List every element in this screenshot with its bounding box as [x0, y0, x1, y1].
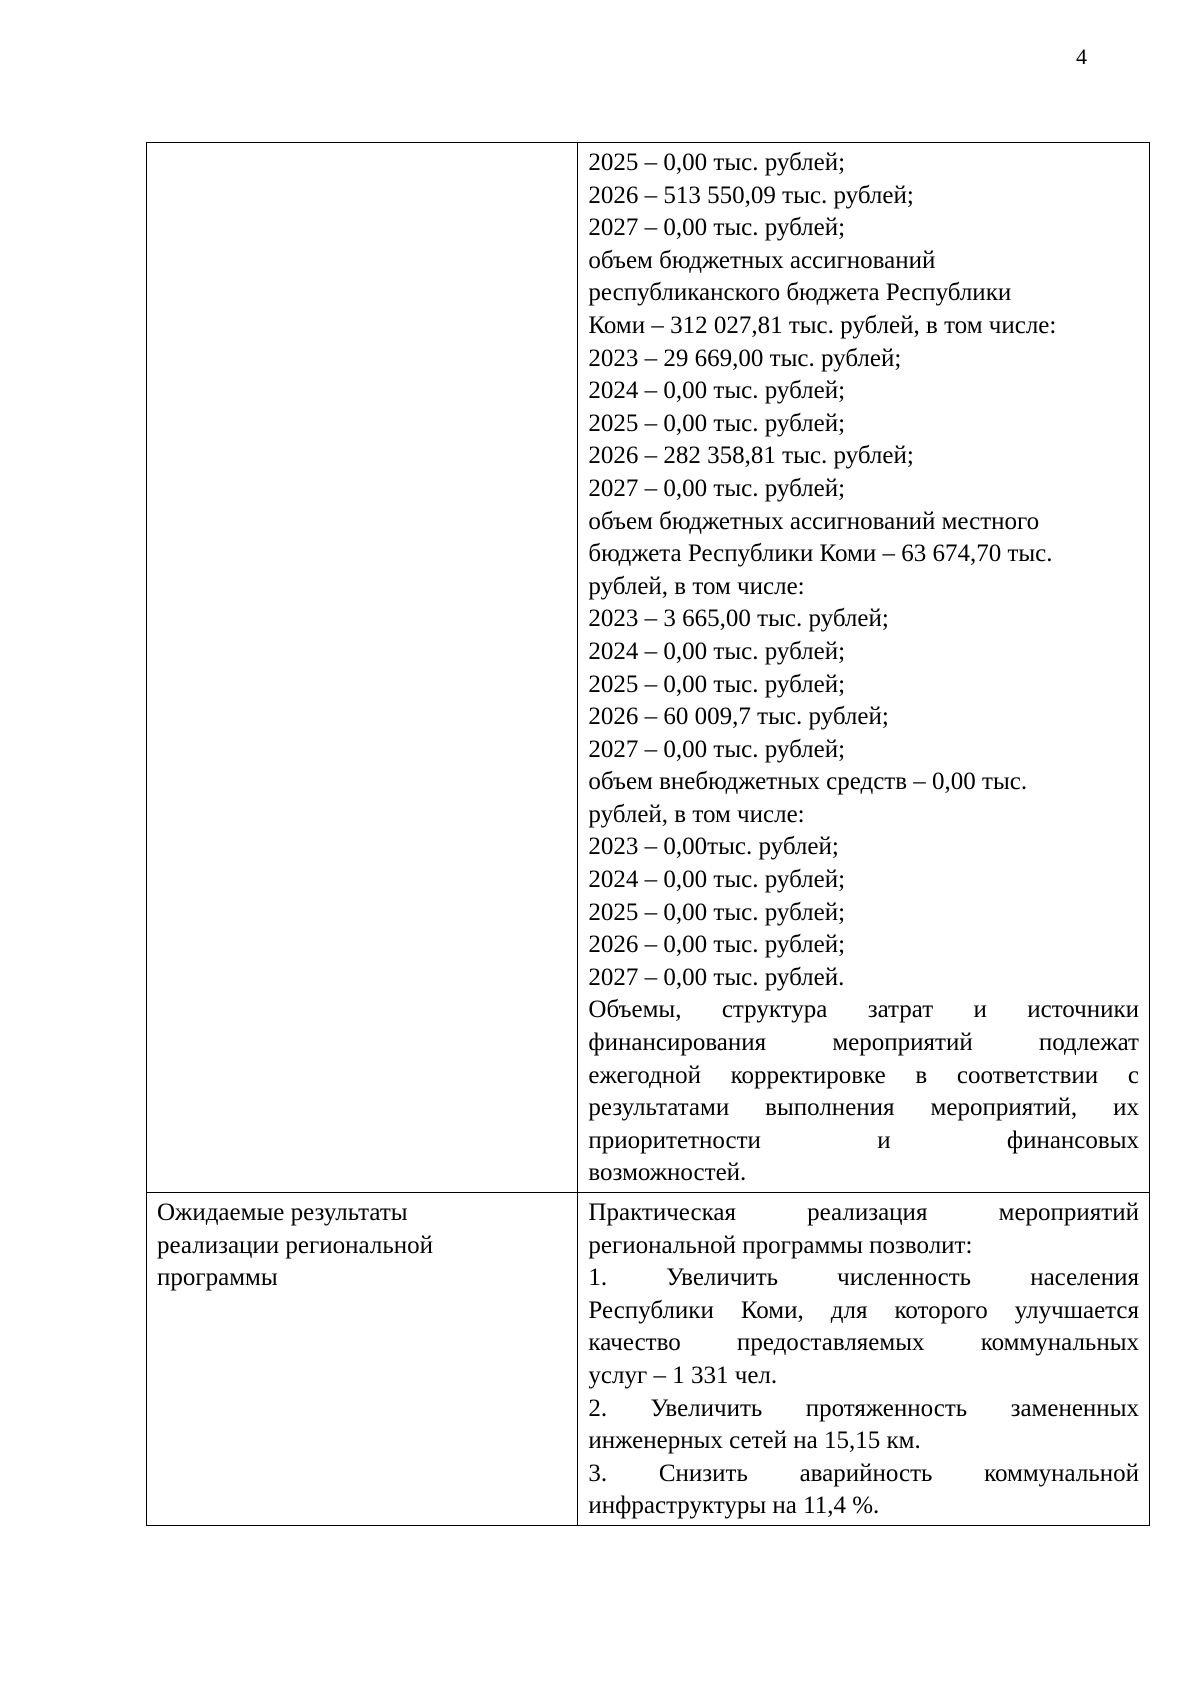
expected-results-cell [578, 1193, 1150, 1526]
table-row [147, 143, 1150, 1193]
justified-line: ежегодной корректировке в соответствии с [588, 1061, 1139, 1089]
justified-line: финансирования мероприятий подлежат [588, 1029, 1139, 1057]
text-line: 2025 – 0,00 тыс. рублей; [588, 898, 846, 926]
justified-line: Объемы, структура затрат и источники [588, 996, 1139, 1024]
text-line: 2026 – 282 358,81 тыс. рублей; [588, 442, 914, 470]
justified-line: приоритетности и финансовых [588, 1126, 1139, 1154]
text-line: инженерных сетей на 15,15 км. [588, 1427, 921, 1455]
page-number: 4 [1076, 44, 1087, 69]
text-line: 2025 – 0,00 тыс. рублей; [588, 149, 846, 176]
text-line: 2025 – 0,00 тыс. рублей; [588, 409, 846, 437]
justified-line: Республики Коми, для которого улучшается [588, 1296, 1139, 1324]
text-line: 2024 – 0,00 тыс. рублей; [588, 377, 846, 405]
text-line: 2026 – 513 550,09 тыс. рублей; [588, 181, 914, 209]
text-line: 2023 – 0,00тыс. рублей; [588, 833, 839, 861]
label-line: Ожидаемые результаты [157, 1199, 408, 1226]
row-label-cell-empty [147, 143, 578, 1193]
text-line: рублей, в том числе: [588, 572, 805, 600]
justified-line: качество предоставляемых коммунальных [588, 1329, 1139, 1357]
text-line: 2023 – 29 669,00 тыс. рублей; [588, 344, 902, 372]
text-line: 2027 – 0,00 тыс. рублей. [588, 963, 845, 991]
text-line: республиканского бюджета Республики [588, 279, 1012, 307]
text-line: 2026 – 60 009,7 тыс. рублей; [588, 703, 889, 731]
table-row [147, 1193, 1150, 1526]
justified-line: 1. Увеличить численность населения [588, 1264, 1139, 1292]
text-line: региональной программы позволит: [588, 1231, 973, 1259]
label-line: реализации региональной [157, 1231, 433, 1259]
text-line: объем внебюджетных средств – 0,00 тыс. [588, 768, 1028, 796]
text-line: рублей, в том числе: [588, 800, 805, 828]
justified-line: результатами выполнения мероприятий, их [588, 1094, 1139, 1122]
text-line: 2024 – 0,00 тыс. рублей; [588, 866, 846, 894]
text-line: 2027 – 0,00 тыс. рублей; [588, 735, 846, 763]
text-line: возможностей. [588, 1159, 747, 1187]
text-line: объем бюджетных ассигнований [588, 246, 936, 274]
text-line: 2026 – 0,00 тыс. рублей; [588, 931, 846, 959]
text-line: 2024 – 0,00 тыс. рублей; [588, 637, 846, 665]
label-line: программы [157, 1264, 278, 1292]
text-line: услуг – 1 331 чел. [588, 1361, 778, 1389]
expected-results-label-cell [147, 1193, 578, 1526]
text-line: Коми – 312 027,81 тыс. рублей, в том числе: [588, 311, 1057, 339]
text-line: бюджета Республики Коми – 63 674,70 тыс. [588, 540, 1053, 568]
justified-line: Практическая реализация мероприятий [588, 1199, 1139, 1226]
text-line: 2025 – 0,00 тыс. рублей; [588, 670, 846, 698]
text-line: объем бюджетных ассигнований местного [588, 507, 1040, 535]
text-line: инфраструктуры на 11,4 %. [588, 1492, 880, 1520]
text-line: 2027 – 0,00 тыс. рублей; [588, 214, 846, 242]
program-passport-table [146, 142, 1150, 1526]
financing-volumes-cell [578, 143, 1150, 1193]
justified-line: 2. Увеличить протяженность замененных [588, 1394, 1139, 1422]
text-line: 2027 – 0,00 тыс. рублей; [588, 474, 846, 502]
text-line: 2023 – 3 665,00 тыс. рублей; [588, 605, 889, 633]
justified-line: 3. Снизить аварийность коммунальной [588, 1459, 1139, 1487]
